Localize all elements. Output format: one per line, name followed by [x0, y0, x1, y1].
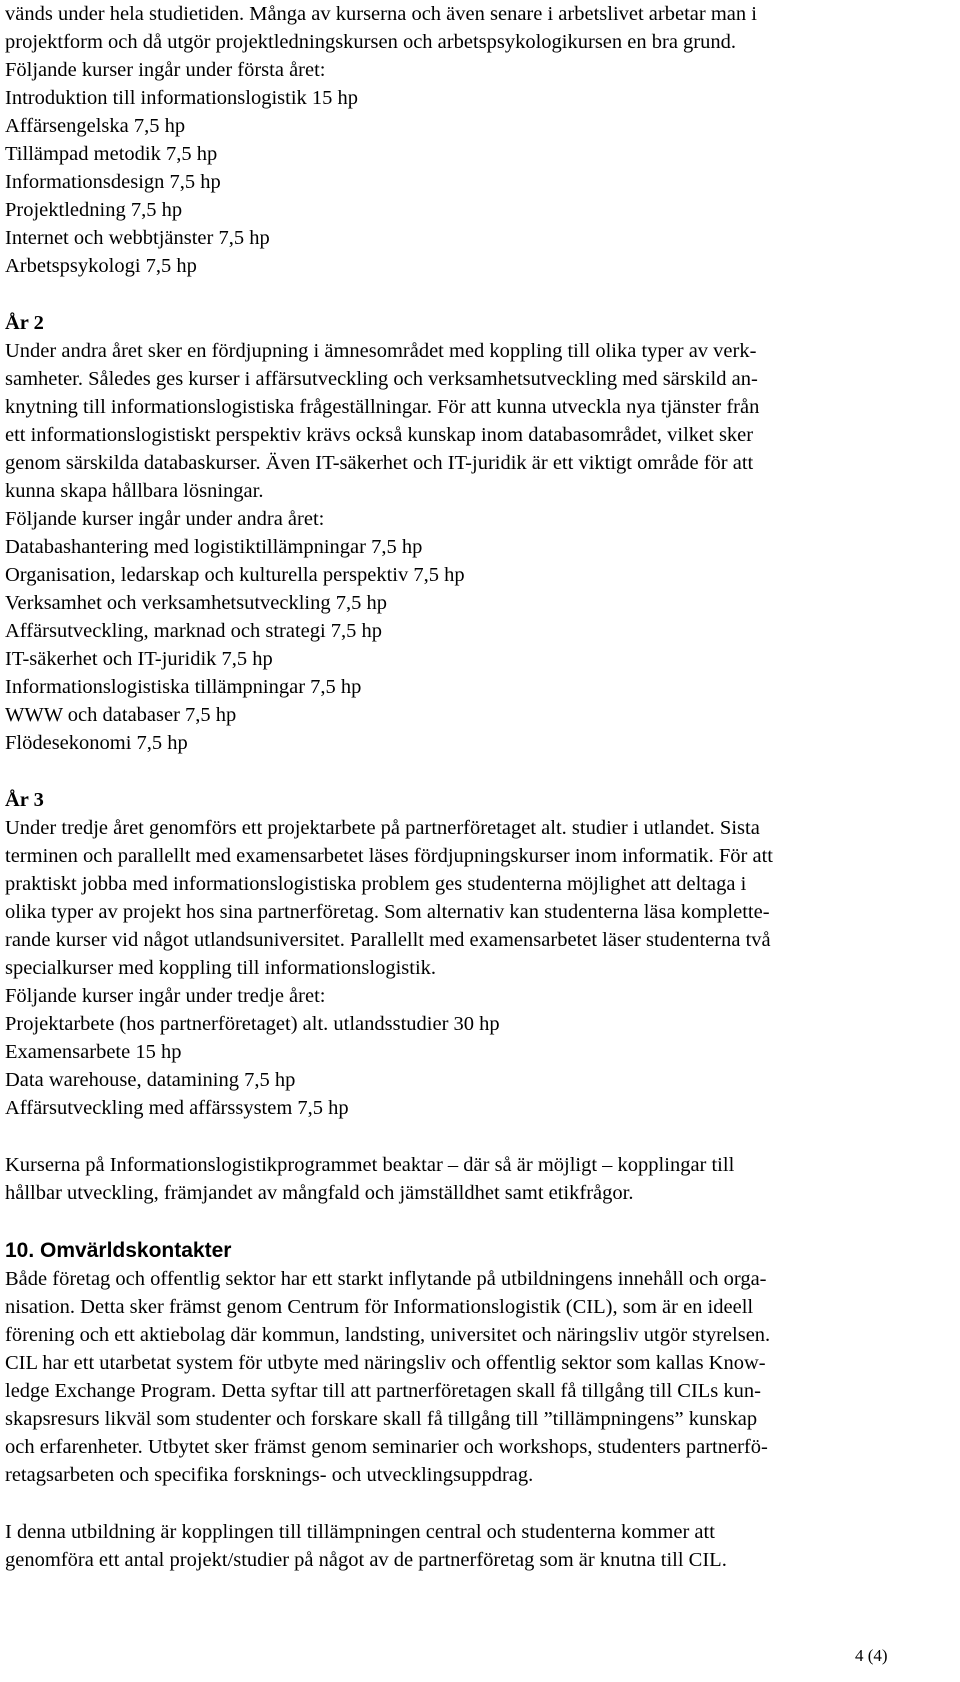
course-item: Informationslogistiska tillämpningar 7,5 hp: [5, 676, 362, 698]
text-line: retagsarbeten och specifika forsknings- och utvecklingsuppdrag.: [5, 1464, 534, 1486]
text-line: ledge Exchange Program. Detta syftar till att partnerföretagen skall få tillgång till CILs kun-: [5, 1380, 761, 1402]
text-line: och erfarenheter. Utbytet sker främst genom seminarier och workshops, studenters partnerfö-: [5, 1436, 768, 1458]
course-item: Affärsengelska 7,5 hp: [5, 115, 186, 137]
course-item: Examensarbete 15 hp: [5, 1041, 182, 1063]
year-3-heading: År 3: [5, 789, 44, 811]
text-line: vänds under hela studietiden. Många av kurserna och även senare i arbetslivet arbetar man i: [5, 3, 757, 25]
text-line: Följande kurser ingår under första året:: [5, 59, 326, 81]
course-item: Data warehouse, datamining 7,5 hp: [5, 1069, 296, 1091]
course-item: Flödesekonomi 7,5 hp: [5, 732, 188, 754]
text-line: Följande kurser ingår under tredje året:: [5, 985, 326, 1007]
text-line: ett informationslogistiskt perspektiv krävs också kunskap inom databasområdet, vilket sker: [5, 424, 754, 446]
text-line: kunna skapa hållbara lösningar.: [5, 480, 264, 502]
text-line: projektform och då utgör projektledningskursen och arbetspsykologikursen en bra grund.: [5, 31, 736, 53]
text-line: Kurserna på Informationslogistikprogrammet beaktar – där så är möjligt – kopplingar till: [5, 1154, 735, 1176]
text-line: olika typer av projekt hos sina partnerföretag. Som alternativ kan studenterna läsa komplette-: [5, 901, 770, 923]
section-10-heading: 10. Omvärldskontakter: [5, 1239, 232, 1262]
course-item: WWW och databaser 7,5 hp: [5, 704, 237, 726]
text-line: förening och ett aktiebolag där kommun, landsting, universitet och näringsliv utgör styrelsen.: [5, 1324, 771, 1346]
course-item: Projektarbete (hos partnerföretaget) alt. utlandsstudier 30 hp: [5, 1013, 500, 1035]
text-line: Följande kurser ingår under andra året:: [5, 508, 325, 530]
course-item: Databashantering med logistiktillämpningar 7,5 hp: [5, 536, 423, 558]
course-item: Informationsdesign 7,5 hp: [5, 171, 221, 193]
text-line: Under andra året sker en fördjupning i ämnesområdet med koppling till olika typer av verk-: [5, 340, 757, 362]
text-line: I denna utbildning är kopplingen till tillämpningen central och studenterna kommer att: [5, 1521, 715, 1543]
course-item: Verksamhet och verksamhetsutveckling 7,5 hp: [5, 592, 388, 614]
text-line: knytning till informationslogistiska frågeställningar. För att kunna utveckla nya tjänster från: [5, 396, 760, 418]
text-line: Under tredje året genomförs ett projektarbete på partnerföretaget alt. studier i utlandet. Sista: [5, 817, 760, 839]
course-item: Organisation, ledarskap och kulturella perspektiv 7,5 hp: [5, 564, 465, 586]
course-item: Affärsutveckling med affärssystem 7,5 hp: [5, 1097, 349, 1119]
course-item: Arbetspsykologi 7,5 hp: [5, 255, 197, 277]
text-line: specialkurser med koppling till informationslogistik.: [5, 957, 437, 979]
document-page: [5, 0, 935, 1574]
course-item: Projektledning 7,5 hp: [5, 199, 183, 221]
text-line: Både företag och offentlig sektor har ett starkt inflytande på utbildningens innehåll och orga-: [5, 1268, 767, 1290]
page-number: 4 (4): [855, 1646, 888, 1665]
text-line: praktiskt jobba med informationslogistiska problem ges studenterna möjlighet att deltaga i: [5, 873, 747, 895]
course-item: Internet och webbtjänster 7,5 hp: [5, 227, 270, 249]
text-line: terminen och parallellt med examensarbetet läses fördjupningskurser inom informatik. För att: [5, 845, 773, 867]
course-item: Affärsutveckling, marknad och strategi 7,5 hp: [5, 620, 383, 642]
text-line: genom särskilda databaskurser. Även IT-säkerhet och IT-juridik är ett viktigt område för att: [5, 452, 754, 474]
year-2-heading: År 2: [5, 312, 44, 334]
text-line: nisation. Detta sker främst genom Centrum för Informationslogistik (CIL), som är en ideell: [5, 1296, 754, 1318]
text-line: samheter. Således ges kurser i affärsutveckling och verksamhetsutveckling med särskild an-: [5, 368, 758, 390]
text-line: CIL har ett utarbetat system för utbyte med näringsliv och offentlig sektor som kallas Know-: [5, 1352, 766, 1374]
course-item: Introduktion till informationslogistik 15 hp: [5, 87, 359, 109]
text-line: rande kurser vid något utlandsuniversitet. Parallellt med examensarbetet läser studenterna två: [5, 929, 771, 951]
course-item: Tillämpad metodik 7,5 hp: [5, 143, 218, 165]
course-item: IT-säkerhet och IT-juridik 7,5 hp: [5, 648, 273, 670]
text-line: genomföra ett antal projekt/studier på något av de partnerföretag som är knutna till CIL.: [5, 1549, 727, 1571]
text-line: hållbar utveckling, främjandet av mångfald och jämställdhet samt etikfrågor.: [5, 1182, 634, 1204]
text-line: skapsresurs likväl som studenter och forskare skall få tillgång till ”tillämpningens” kunskap: [5, 1408, 758, 1430]
